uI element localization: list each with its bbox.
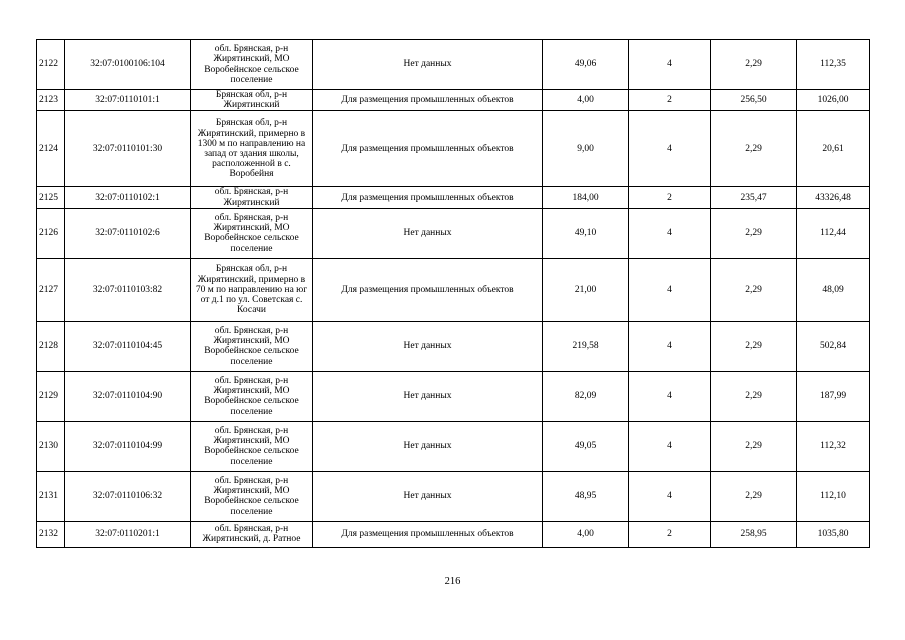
permitted-use-cell: Для размещения промышленных объектов [313,521,543,547]
cadastral-value-cell: 112,32 [797,421,870,471]
specific-value-cell: 2,29 [711,471,797,521]
use-group-cell: 4 [629,371,711,421]
row-number-cell: 2129 [37,371,65,421]
area-cell: 4,00 [543,90,629,111]
permitted-use-cell: Для размещения промышленных объектов [313,111,543,187]
use-group-cell: 2 [629,90,711,111]
permitted-use-cell: Для размещения промышленных объектов [313,90,543,111]
cadastral-value-cell: 112,44 [797,208,870,258]
use-group-cell: 4 [629,111,711,187]
row-number-cell: 2125 [37,187,65,208]
area-cell: 9,00 [543,111,629,187]
address-cell: обл. Брянская, р-н Жирятинский, МО Воробейнское сельское поселение [191,471,313,521]
address-cell: обл. Брянская, р-н Жирятинский, МО Воробейнское сельское поселение [191,421,313,471]
permitted-use-cell: Нет данных [313,321,543,371]
cadastral-value-cell: 1026,00 [797,90,870,111]
cadastral-number-cell: 32:07:0110104:99 [65,421,191,471]
table-row [37,208,870,258]
table-row [37,421,870,471]
use-group-cell: 4 [629,258,711,321]
area-cell: 82,09 [543,371,629,421]
area-cell: 219,58 [543,321,629,371]
use-group-cell: 4 [629,421,711,471]
cadastral-number-cell: 32:07:0110104:90 [65,371,191,421]
address-cell: обл. Брянская, р-н Жирятинский, МО Воробейнское сельское поселение [191,208,313,258]
use-group-cell: 2 [629,521,711,547]
use-group-cell: 4 [629,471,711,521]
cadastral-value-cell: 112,10 [797,471,870,521]
cadastral-value-cell: 43326,48 [797,187,870,208]
address-cell: обл. Брянская, р-н Жирятинский [191,187,313,208]
cadastral-number-cell: 32:07:0100106:104 [65,40,191,90]
row-number-cell: 2128 [37,321,65,371]
cadastral-value-cell: 502,84 [797,321,870,371]
table-row [37,258,870,321]
area-cell: 21,00 [543,258,629,321]
address-cell: обл. Брянская, р-н Жирятинский, МО Воробейнское сельское поселение [191,40,313,90]
address-cell: Брянская обл, р-н Жирятинский [191,90,313,111]
specific-value-cell: 2,29 [711,111,797,187]
cadastral-number-cell: 32:07:0110101:30 [65,111,191,187]
row-number-cell: 2131 [37,471,65,521]
area-cell: 49,05 [543,421,629,471]
specific-value-cell: 2,29 [711,258,797,321]
specific-value-cell: 2,29 [711,40,797,90]
permitted-use-cell: Нет данных [313,40,543,90]
address-cell: обл. Брянская, р-н Жирятинский, МО Воробейнское сельское поселение [191,371,313,421]
address-cell: обл. Брянская, р-н Жирятинский, д. Ратное [191,521,313,547]
land-registry-table [36,39,870,548]
specific-value-cell: 258,95 [711,521,797,547]
area-cell: 49,06 [543,40,629,90]
row-number-cell: 2127 [37,258,65,321]
use-group-cell: 4 [629,208,711,258]
specific-value-cell: 2,29 [711,421,797,471]
use-group-cell: 4 [629,40,711,90]
cadastral-number-cell: 32:07:0110104:45 [65,321,191,371]
area-cell: 49,10 [543,208,629,258]
cadastral-number-cell: 32:07:0110106:32 [65,471,191,521]
cadastral-value-cell: 112,35 [797,40,870,90]
cadastral-value-cell: 187,99 [797,371,870,421]
cadastral-number-cell: 32:07:0110102:6 [65,208,191,258]
area-cell: 184,00 [543,187,629,208]
row-number-cell: 2130 [37,421,65,471]
page-number: 216 [444,576,461,587]
area-cell: 4,00 [543,521,629,547]
permitted-use-cell: Нет данных [313,471,543,521]
table-row [37,371,870,421]
table-row [37,111,870,187]
permitted-use-cell: Нет данных [313,208,543,258]
specific-value-cell: 2,29 [711,208,797,258]
table-row [37,187,870,208]
specific-value-cell: 2,29 [711,321,797,371]
row-number-cell: 2126 [37,208,65,258]
area-cell: 48,95 [543,471,629,521]
address-cell: Брянская обл, р-н Жирятинский, примерно в 1300 м по направлению на запад от здания школы, расположенной в с. Воробейня [191,111,313,187]
address-cell: Брянская обл, р-н Жирятинский, примерно в 70 м по направлению на юг от д.1 по ул. Советская с. Косачи [191,258,313,321]
use-group-cell: 2 [629,187,711,208]
row-number-cell: 2122 [37,40,65,90]
permitted-use-cell: Для размещения промышленных объектов [313,258,543,321]
cadastral-value-cell: 1035,80 [797,521,870,547]
cadastral-number-cell: 32:07:0110201:1 [65,521,191,547]
row-number-cell: 2132 [37,521,65,547]
table-row [37,321,870,371]
cadastral-number-cell: 32:07:0110101:1 [65,90,191,111]
permitted-use-cell: Для размещения промышленных объектов [313,187,543,208]
row-number-cell: 2124 [37,111,65,187]
cadastral-value-cell: 20,61 [797,111,870,187]
table-row [37,521,870,547]
permitted-use-cell: Нет данных [313,371,543,421]
table-row [37,90,870,111]
use-group-cell: 4 [629,321,711,371]
table-row [37,40,870,90]
specific-value-cell: 235,47 [711,187,797,208]
cadastral-number-cell: 32:07:0110102:1 [65,187,191,208]
row-number-cell: 2123 [37,90,65,111]
permitted-use-cell: Нет данных [313,421,543,471]
cadastral-number-cell: 32:07:0110103:82 [65,258,191,321]
table-row [37,471,870,521]
address-cell: обл. Брянская, р-н Жирятинский, МО Воробейнское сельское поселение [191,321,313,371]
specific-value-cell: 2,29 [711,371,797,421]
specific-value-cell: 256,50 [711,90,797,111]
cadastral-value-cell: 48,09 [797,258,870,321]
